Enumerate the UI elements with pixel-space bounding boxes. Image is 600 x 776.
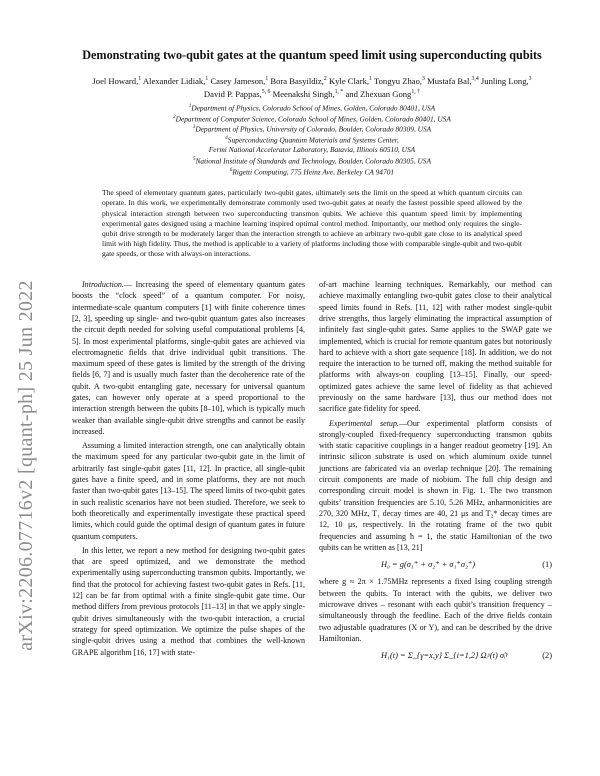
author-affiliation-mark: 1, † bbox=[411, 88, 421, 95]
arxiv-identifier: arXiv:2206.07716v2 [quant-ph] 25 Jun 2022 bbox=[14, 279, 37, 651]
equation-2 bbox=[319, 650, 552, 661]
method-paragraph: In this letter, we report a new method for designing two-qubit gates that are speed optimized, and we demonstrate the method experimentally using superconducting transmon qubits. Importantly, we find that the protocol for achieving fastest two-qubit gates in Refs. [11, 12] can be far from optimal with a finite single-qubit gate time. Our method differs from previous protocols [11–13] in that we apply single-qubit drives simultaneously with the two-qubit interaction, a crucial strategy for speed optimization. We optimize the pulse shapes of the single-qubit drives using a method that combines the well-known GRAPE algorithm [16, 17] with state- bbox=[72, 545, 305, 657]
affiliation-text: Department of Physics, University of Colorado, Boulder, Colorado 80309, USA bbox=[195, 124, 432, 134]
author-name: Meenakshi Singh, bbox=[272, 88, 335, 99]
affiliation-text: Department of Physics, Colorado School of Mines, Golden, Colorado 80401, USA bbox=[191, 103, 436, 113]
affiliation-text: National Institute of Standards and Technology, Boulder, Colorado 80305, USA bbox=[195, 156, 432, 166]
speed-limit-paragraph: Assuming a limited interaction strength, one can analytically obtain the maximum speed for any particular two-qubit gate in the limit of arbitrarily fast single-qubit gates [11, 12]. In practice, all single-qubit gates have a finite speed, and in some platforms, they are not much faster than two-qubit gates [13–15]. The speed limits of two-qubit gates in such realistic scenarios have not been studied. Therefore, we seek to both theoretically and experimentally investigate these practical speed limits, which could guide the optimal design of quantum gates in future quantum computers. bbox=[72, 441, 305, 541]
affiliation bbox=[72, 102, 552, 113]
body-columns bbox=[72, 279, 552, 668]
author-affiliation-mark: 3 bbox=[422, 76, 425, 82]
author-name: Casey Jameson, bbox=[210, 75, 266, 86]
affiliation bbox=[72, 134, 552, 145]
author-affiliation-mark: 1, * bbox=[334, 88, 344, 95]
affiliation-mark: 3 bbox=[192, 125, 196, 131]
affiliation-text: Department of Computer Science, Colorado School of Mines, Golden, Colorado 80401, USA bbox=[175, 114, 451, 124]
affiliation-mark: 4 bbox=[225, 136, 228, 142]
author-affiliation-mark: 3 bbox=[528, 76, 532, 82]
equation-1-number: (1) bbox=[542, 560, 552, 570]
experimental-setup-paragraph: Experimental setup.—Our experimental platform consists of strongly-coupled fixed-frequency superconducting transmon qubits with static capacitive couplings in a hanger readout geometry [19]. An intrinsic silicon substrate is used on which aluminum oxide tunnel junctions are fabricated via an overlap technique [20]. The remaining circuit components are made of niobium. The full chip design and corresponding circuit model is shown in Fig. 1. The two transmon qubits’ transition frequencies are 5.10, 5.26 MHz, anharmonicities are 270, 320 MHz, T₁ decay times are 40, 21 μs and T₂* decay times are 12, 10 μs, respectively. In the rotating frame of the two qubit frequencies and assuming ħ = 1, the static Hamiltonian of the two qubits can be written as [13, 21] bbox=[319, 418, 552, 552]
abstract: The speed of elementary quantum gates, particularly two-qubit gates, ultimately sets the limit on the speed at which quantum circuits can operate. In this work, we experimentally demonstrate commonly used two-qubit gates at nearly the fastest possible speed allowed by the physical interaction strength between two superconducting transmon qubits. We achieve this quantum speed limit by implementing experimental gates designed using a machine learning inspired optimal control method. Importantly, our method only requires the single-qubit drive strength to be moderately larger than the interaction strength to achieve an arbitrary two-qubit gate close to its analytical speed limit with high fidelity. Thus, the method is applicable to a variety of platforms including those with comparable single-qubit and two-qubit gate speeds, or those with always-on interactions. bbox=[102, 188, 522, 258]
affiliation-text: Superconducting Quantum Materials and Systems Center, bbox=[227, 135, 399, 145]
author-affiliation-mark: 1 bbox=[138, 76, 142, 82]
affiliation-mark: 5 bbox=[192, 156, 196, 162]
author-name: David P. Pappas, bbox=[203, 88, 262, 99]
continuation-paragraph: of-art machine learning techniques. Remarkably, our method can achieve maximally entangling two-qubit gates close to their analytical speed limits found in Refs. [11, 12] with rather modest single-qubit drive strengths, thus largely eliminating the impractical assumption of infinitely fast single-qubit gates. Same applies to the SWAP gate we implemented, which is crucial for remote quantum gates but notoriously hard to achieve with a short gate sequence [18]. In addition, we do not require the interaction to be turned off, making the method suitable for platforms with always-on coupling [13–15]. Finally, our speed-optimized gates achieve the same level of fidelity as that achieved previously on the same hardware [13], thus our method does not sacrifice gate fidelity for speed. bbox=[319, 280, 552, 414]
section-lead-experimental-setup: Experimental setup. bbox=[329, 418, 399, 428]
equation-2-expression: H₁(t) = Σ_{γ=x,y} Σ_{i=1,2} Ωᵢᵞ(t) σ̃ᵢᵞ bbox=[381, 651, 508, 661]
author-name: Joel Howard, bbox=[92, 75, 139, 86]
affiliation-mark: 2 bbox=[173, 114, 176, 120]
author-affiliation-mark: 5, 6 bbox=[261, 88, 271, 95]
author-name: Alexander Lidiak, bbox=[142, 75, 206, 86]
affiliation bbox=[72, 166, 552, 177]
affiliation-mark: 1 bbox=[188, 103, 192, 109]
equation-1-expression: H₀ = g(σ₁⁺ + σ₂⁺ + σ₁⁺σ₂⁺) bbox=[381, 560, 476, 570]
author-name: Kyle Clark, bbox=[328, 75, 370, 86]
affiliation bbox=[72, 123, 552, 134]
affiliation bbox=[72, 145, 552, 154]
arxiv-stamp bbox=[6, 270, 46, 660]
equation-2-number: (2) bbox=[542, 651, 552, 661]
equation-1 bbox=[319, 559, 552, 570]
author-name: and Zhexuan Gong bbox=[345, 88, 412, 99]
author-name: Junling Long, bbox=[480, 75, 529, 86]
drive-paragraph: where g ≈ 2π × 1.75MHz represents a fixed Ising coupling strength between the qubits. To interact with the qubits, we deliver two microwave drives – resonant with each qubit’s transition frequency – simultaneously through the feedline. Each of the drive fields contain two adjustable quadratures (X or Y), and can be described by the drive Hamiltonian. bbox=[319, 577, 552, 643]
author-affiliation-mark: 2 bbox=[323, 76, 327, 82]
affiliation bbox=[72, 155, 552, 166]
author-affiliation-mark: 1 bbox=[265, 76, 269, 82]
affiliation-mark: 6 bbox=[229, 167, 233, 173]
affiliation-text: Fermi National Accelerator Laboratory, Batavia, Illinois 60510, USA bbox=[208, 145, 416, 155]
author-affiliation-mark: 3,4 bbox=[471, 76, 479, 82]
introduction-paragraph: Introduction.— Increasing the speed of elementary quantum gates boosts the “clock speed” of a quantum computer. For noisy, intermediate-scale quantum computers [1] with finite coherence times [2, 3], speeding up single- and two-qubit quantum gates also increases the circuit depth needed for solving useful computational problems [4, 5]. In most experimental platforms, single-qubit gates are achieved via electromagnetic fields that drive individual qubit transitions. The maximum speed of these gates is limited by the strength of the driving fields [6, 7] and is usually much faster than the decoherence rate of the qubit. A two-qubit entangling gate, necessary for universal quantum gates, can however only operate at a speed proportional to the interaction strength between the qubits [8–10], which is typically much weaker than available single-qubit drive strengths and cannot be easily increased. bbox=[72, 280, 305, 436]
paper-title: Demonstrating two-qubit gates at the quantum speed limit using superconducting qubits bbox=[82, 48, 542, 62]
affiliation bbox=[72, 113, 552, 124]
author-list bbox=[86, 74, 538, 100]
affiliation-text: Rigetti Computing, 775 Heinz Ave, Berkeley CA 94701 bbox=[232, 166, 395, 176]
right-column bbox=[319, 279, 552, 668]
left-column bbox=[72, 279, 305, 668]
author-name: Tongyu Zhao, bbox=[373, 75, 423, 86]
author-affiliation-mark: 1 bbox=[369, 76, 372, 82]
author-name: Mustafa Bal, bbox=[427, 75, 472, 86]
author-name: Bora Basyildiz, bbox=[270, 75, 324, 86]
author-affiliation-mark: 1 bbox=[205, 76, 209, 82]
section-lead-introduction: Introduction. bbox=[82, 280, 124, 290]
affiliation-list bbox=[72, 102, 552, 177]
paper-page bbox=[72, 48, 552, 668]
